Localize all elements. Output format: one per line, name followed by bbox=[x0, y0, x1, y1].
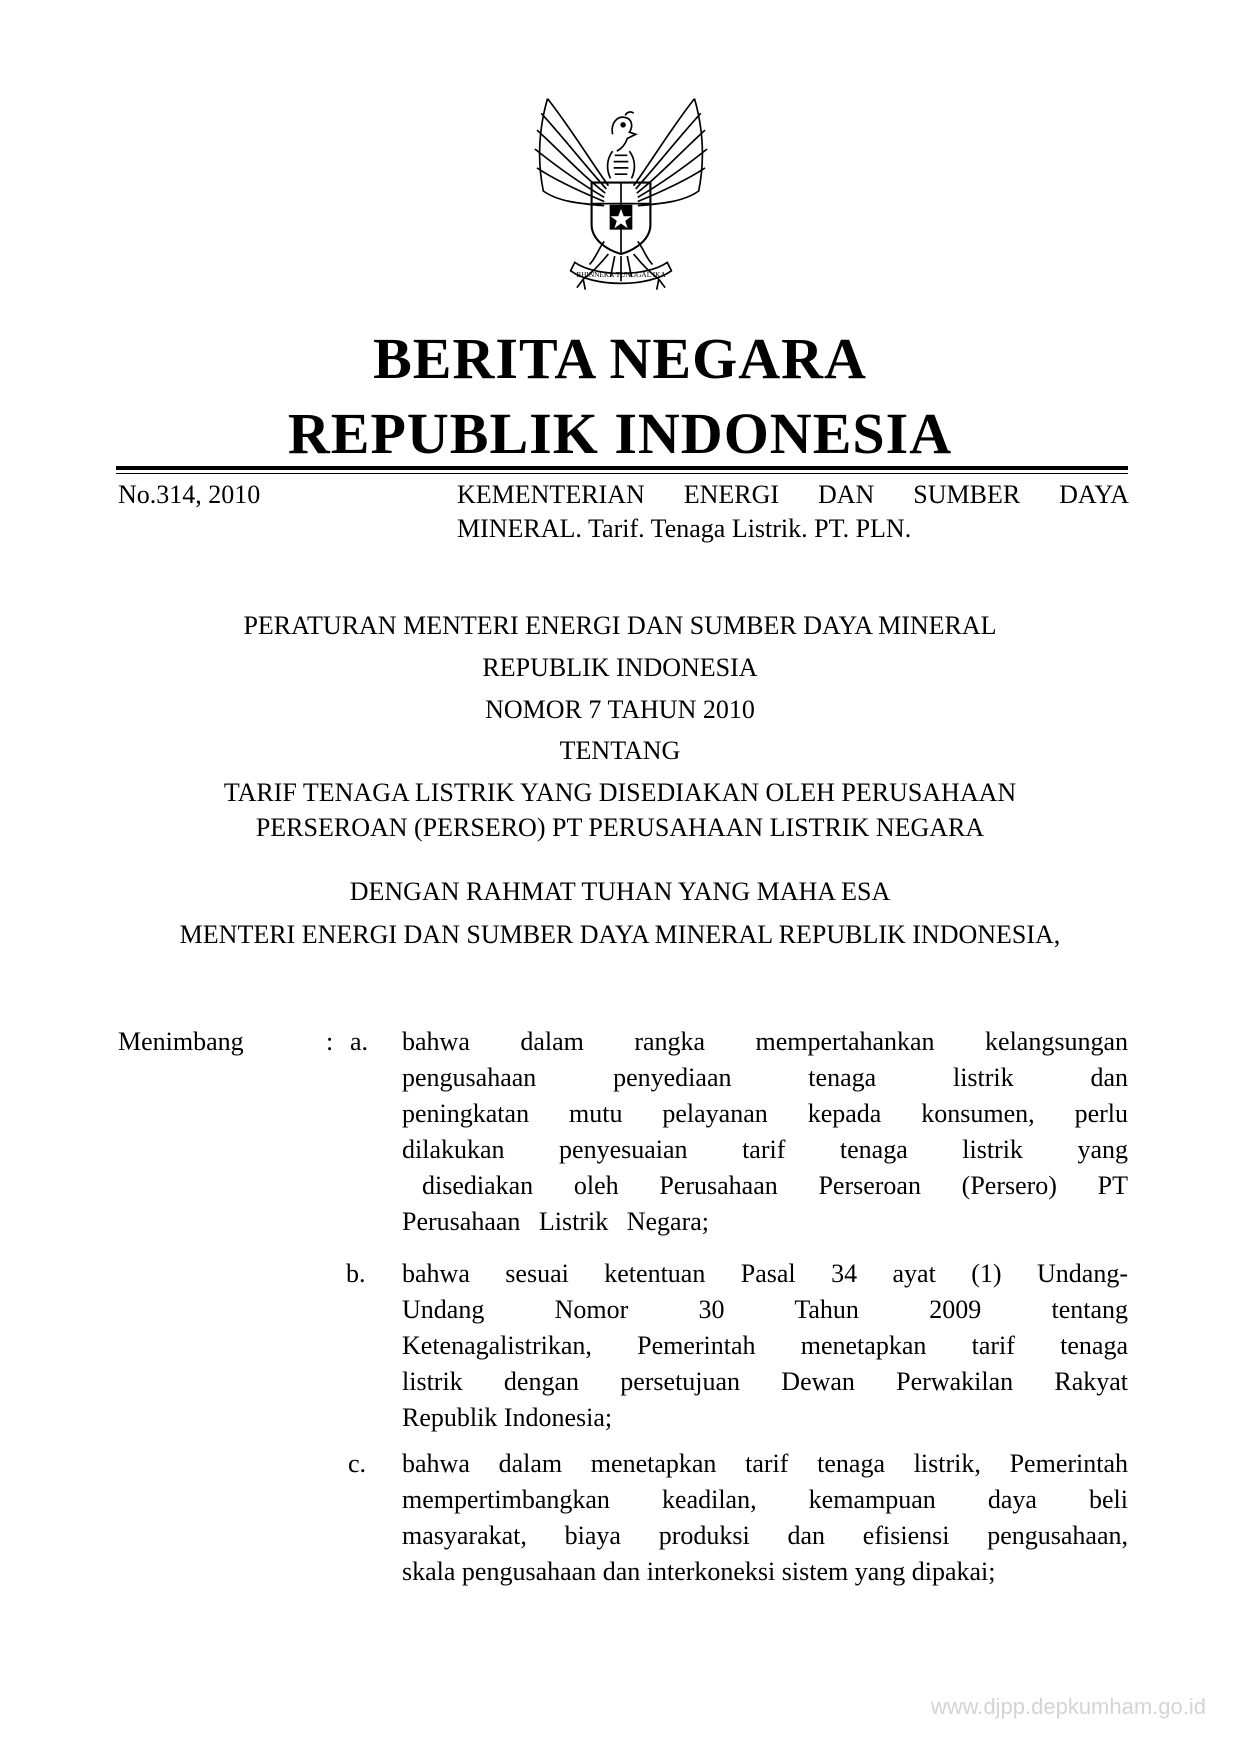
consideration-a-line: disediakan oleh Perusahaan Perseroan (Persero) PT bbox=[422, 1171, 1128, 1200]
menimbang-colon: : bbox=[326, 1027, 334, 1056]
consideration-a-line: Perusahaan Listrik Negara; bbox=[402, 1207, 710, 1236]
consideration-a-line: peningkatan mutu pelayanan kepada konsumen, perlu bbox=[402, 1099, 1128, 1128]
consideration-b-line: Ketenagalistrikan, Pemerintah menetapkan tarif tenaga bbox=[402, 1331, 1128, 1360]
menimbang-label: Menimbang bbox=[118, 1027, 244, 1056]
regulation-number: NOMOR 7 TAHUN 2010 bbox=[485, 695, 755, 724]
header-divider-thin bbox=[116, 473, 1128, 474]
consideration-b-line: bahwa sesuai ketentuan Pasal 34 ayat (1) Undang- bbox=[402, 1259, 1128, 1288]
regulation-subject-line2: PERSEROAN (PERSERO) PT PERUSAHAAN LISTRIK NEGARA bbox=[255, 813, 985, 842]
consideration-b-line: Undang Nomor 30 Tahun 2009 tentang bbox=[402, 1295, 1128, 1324]
ministry-line1: KEMENTERIAN ENERGI DAN SUMBER DAYA bbox=[457, 480, 1129, 509]
gazette-number: No.314, 2010 bbox=[118, 480, 261, 509]
ministry-line2: MINERAL. Tarif. Tenaga Listrik. PT. PLN. bbox=[457, 514, 912, 543]
garuda-emblem-icon bbox=[516, 86, 726, 296]
regulation-subject-line1: TARIF TENAGA LISTRIK YANG DISEDIAKAN OLEH PERUSAHAAN bbox=[223, 778, 1017, 807]
consideration-c-line: mempertimbangkan keadilan, kemampuan daya beli bbox=[402, 1485, 1128, 1514]
consideration-a-line: dilakukan penyesuaian tarif tenaga listrik yang bbox=[402, 1135, 1128, 1164]
regulation-title-line2: REPUBLIK INDONESIA bbox=[482, 653, 758, 682]
regulation-tentang: TENTANG bbox=[559, 736, 681, 765]
minister-line: MENTERI ENERGI DAN SUMBER DAYA MINERAL REPUBLIK INDONESIA, bbox=[179, 920, 1061, 949]
consideration-c-line: skala pengusahaan dan interkoneksi sistem yang dipakai; bbox=[402, 1557, 996, 1586]
consideration-c bbox=[402, 1446, 1128, 1590]
header-divider-thick bbox=[116, 466, 1128, 470]
invocation-line: DENGAN RAHMAT TUHAN YANG MAHA ESA bbox=[349, 877, 891, 906]
ministry-summary bbox=[457, 478, 1129, 546]
consideration-letter-c: c. bbox=[348, 1449, 367, 1478]
consideration-a-line: bahwa dalam rangka mempertahankan kelangsungan bbox=[402, 1027, 1128, 1056]
consideration-c-line: bahwa dalam menetapkan tarif tenaga listrik, Pemerintah bbox=[402, 1449, 1128, 1478]
consideration-letter-b: b. bbox=[346, 1259, 366, 1288]
consideration-b-line: Republik Indonesia; bbox=[402, 1403, 613, 1432]
masthead-title-line1: BERITA NEGARA bbox=[373, 326, 867, 391]
consideration-letter-a: a. bbox=[350, 1027, 369, 1056]
svg-text:BHINNEKA TUNGGAL IKA: BHINNEKA TUNGGAL IKA bbox=[576, 270, 666, 280]
source-watermark: www.djpp.depkumham.go.id bbox=[930, 1694, 1206, 1719]
consideration-c-line: masyarakat, biaya produksi dan efisiensi pengusahaan, bbox=[402, 1521, 1128, 1550]
consideration-a bbox=[402, 1024, 1128, 1240]
consideration-b bbox=[402, 1256, 1128, 1436]
masthead-title-line2: REPUBLIK INDONESIA bbox=[287, 401, 953, 466]
consideration-a-line: pengusahaan penyediaan tenaga listrik dan bbox=[402, 1063, 1128, 1092]
regulation-title-line1: PERATURAN MENTERI ENERGI DAN SUMBER DAYA MINERAL bbox=[243, 611, 997, 640]
consideration-b-line: listrik dengan persetujuan Dewan Perwakilan Rakyat bbox=[402, 1367, 1128, 1396]
